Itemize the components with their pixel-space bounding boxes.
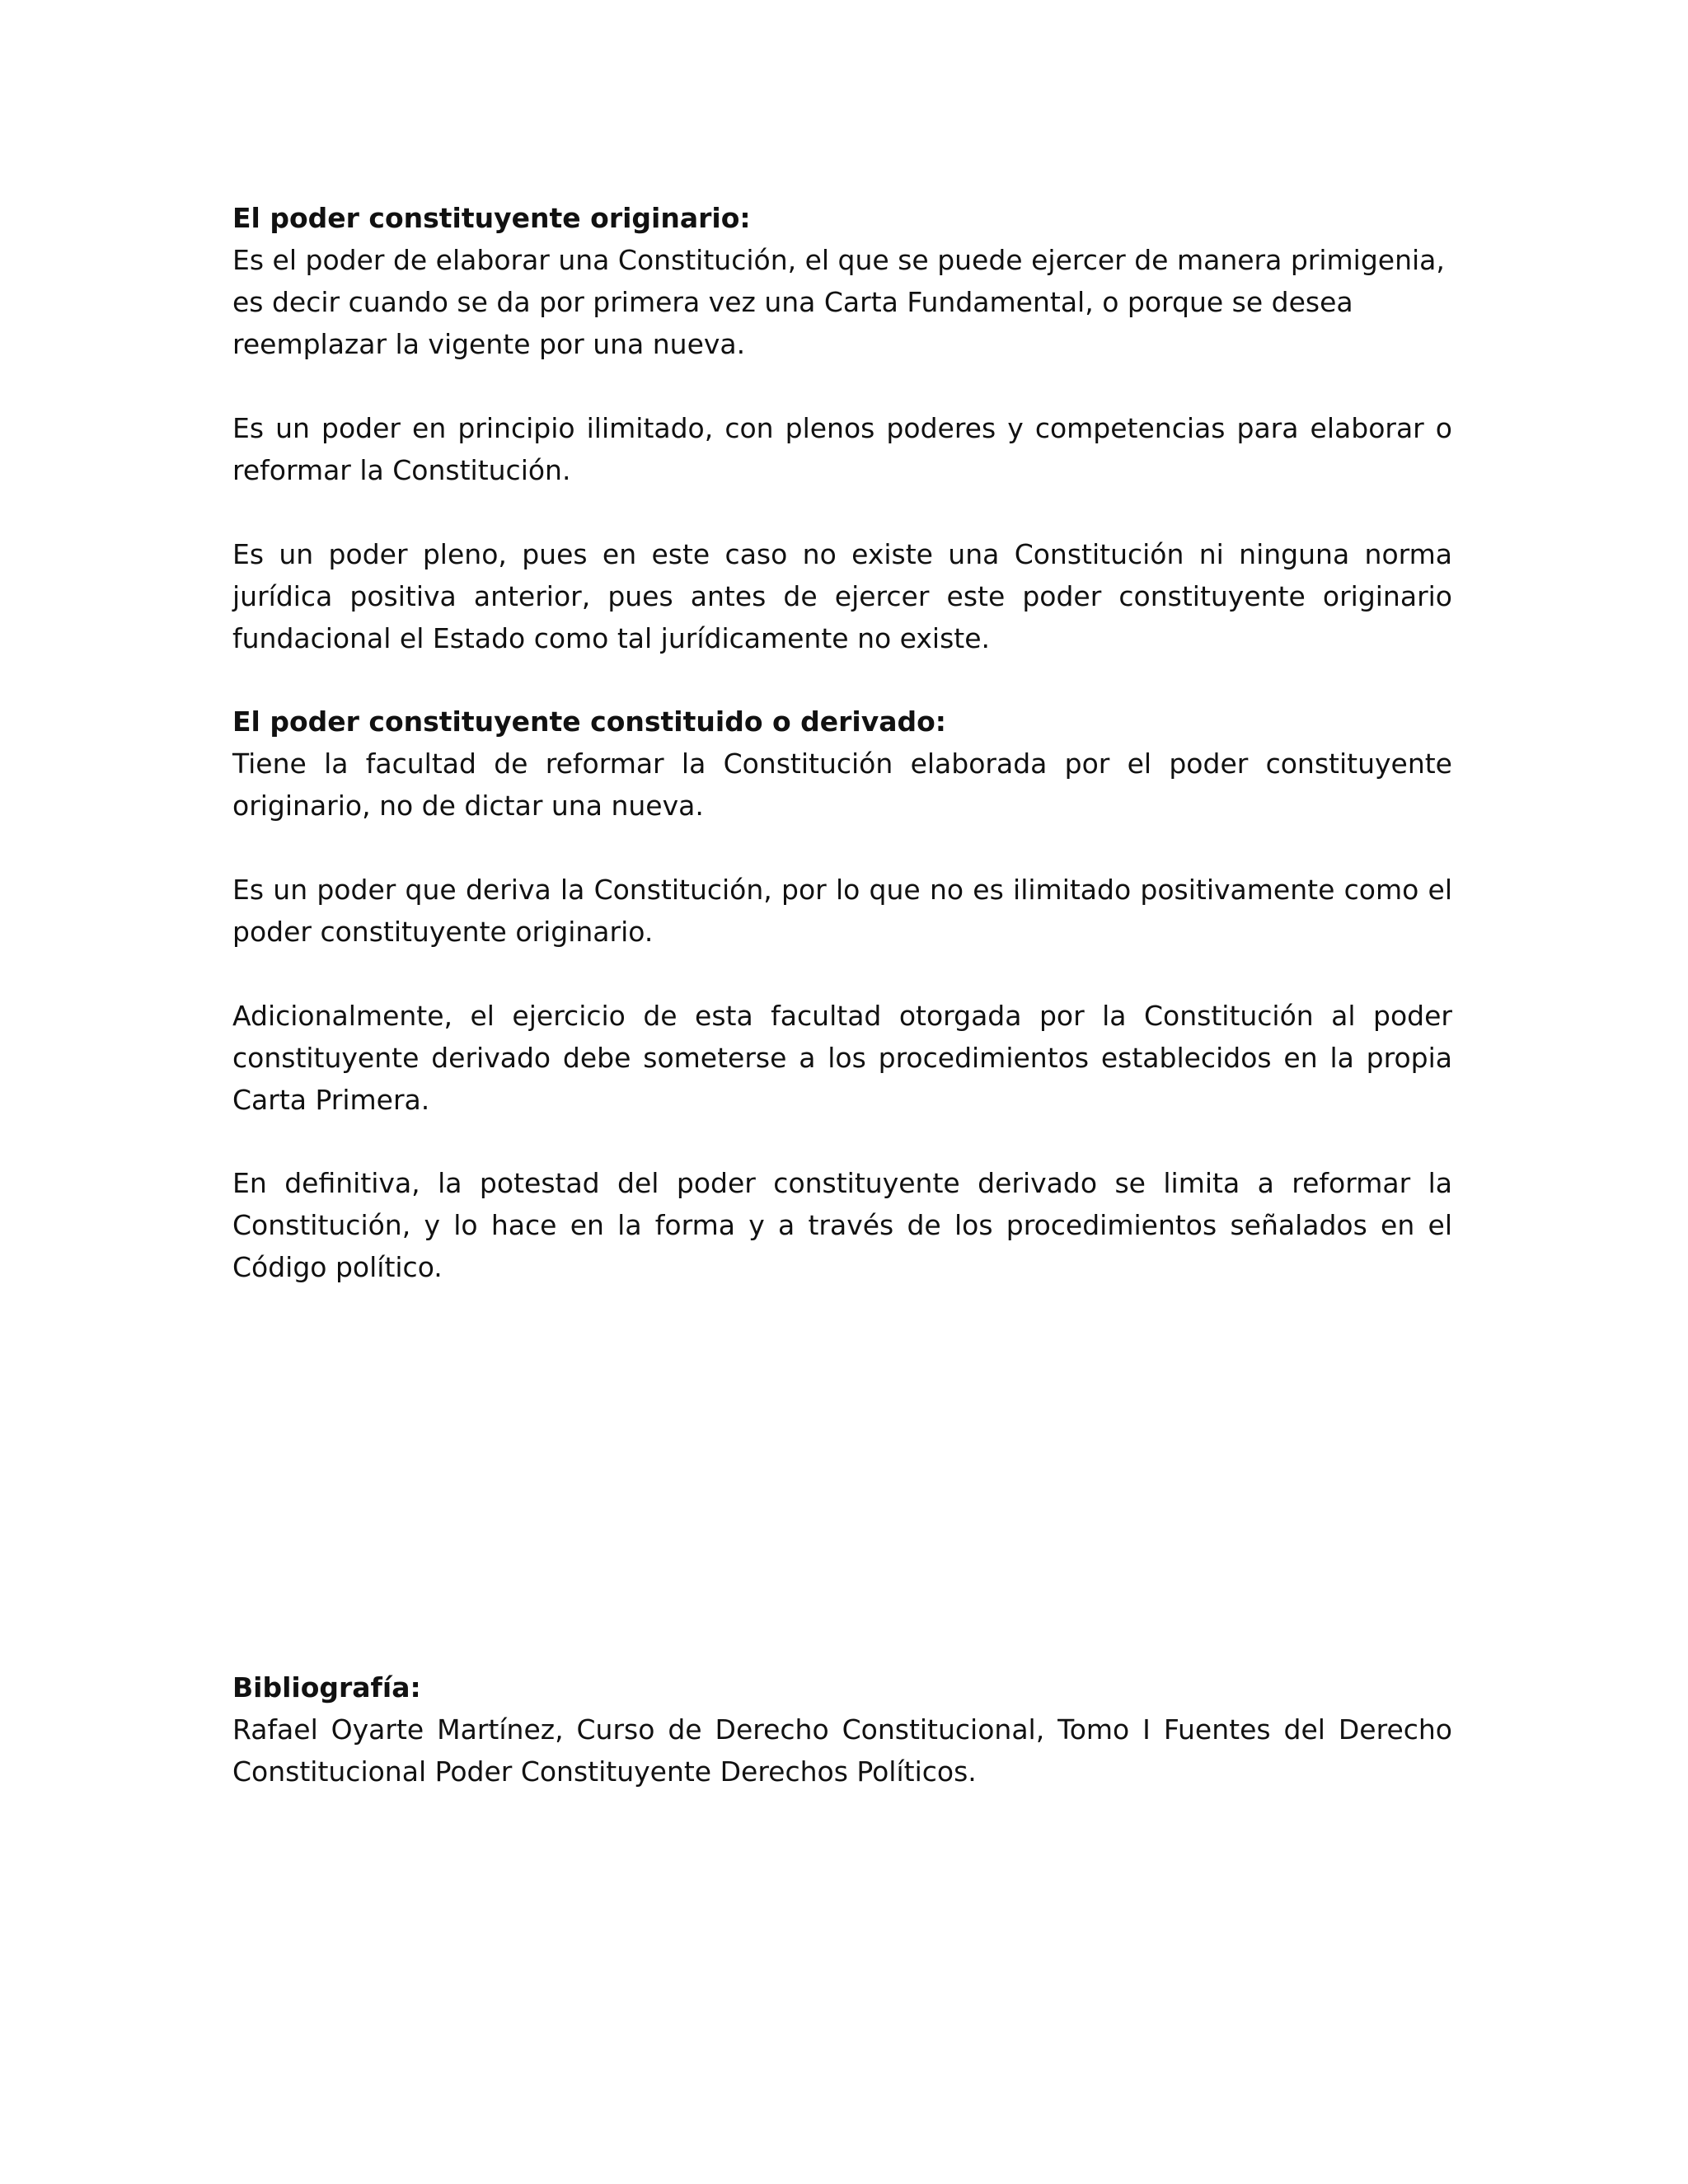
- bibliography-heading: Bibliografía:: [232, 1671, 421, 1704]
- paragraph-block: [232, 407, 1452, 491]
- paragraph-block: [232, 533, 1452, 659]
- bibliography-entry: Rafael Oyarte Martínez, Curso de Derecho Constitucional, Tomo I Fuentes del Derecho Constitucional Poder Constituyente Derechos Políticos.: [232, 1713, 1452, 1788]
- paragraph: Es el poder de elaborar una Constitución, el que se puede ejercer de manera primigenia, es decir cuando se da por primera vez una Carta Fundamental, o porque se desea reemplazar la vigente por una nueva.: [232, 244, 1445, 360]
- paragraph: Es un poder pleno, pues en este caso no existe una Constitución ni ninguna norma jurídica positiva anterior, pues antes de ejercer este poder constituyente originario fundacional el Estado como tal jurídicamente no existe.: [232, 538, 1452, 654]
- paragraph: Tiene la facultad de reformar la Constitución elaborada por el poder constituyente originario, no de dictar una nueva.: [232, 748, 1452, 822]
- section-heading: El poder constituyente originario:: [232, 202, 751, 234]
- paragraph-block: [232, 869, 1452, 953]
- paragraph-block: [232, 995, 1452, 1121]
- paragraph: En definitiva, la potestad del poder constituyente derivado se limita a reformar la Constitución, y lo hace en la forma y a través de los procedimientos señalados en el Código político.: [232, 1167, 1452, 1283]
- section-heading: El poder constituyente constituido o derivado:: [232, 705, 946, 738]
- paragraph: Es un poder que deriva la Constitución, por lo que no es ilimitado positivamente como el poder constituyente originario.: [232, 874, 1452, 948]
- paragraph-block: [232, 1162, 1452, 1288]
- section-derivado: [232, 701, 1452, 827]
- bibliography: [232, 1666, 1452, 1793]
- paragraph: Es un poder en principio ilimitado, con plenos poderes y competencias para elaborar o reformar la Constitución.: [232, 412, 1452, 486]
- section-originario: [232, 197, 1452, 365]
- paragraph: Adicionalmente, el ejercicio de esta facultad otorgada por la Constitución al poder constituyente derivado debe someterse a los procedimientos establecidos en la propia Carta Primera.: [232, 1000, 1452, 1116]
